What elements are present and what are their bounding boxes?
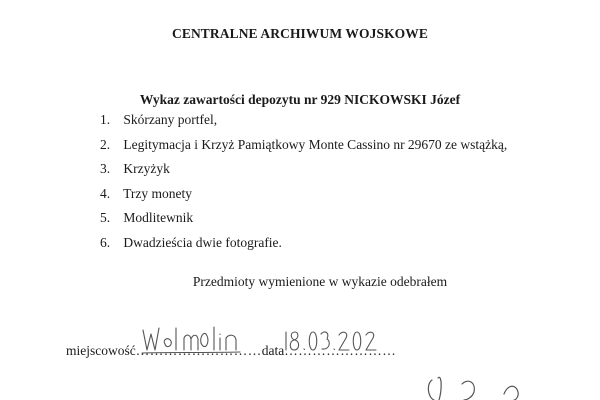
item-number: 5. bbox=[100, 210, 111, 226]
list-item bbox=[100, 133, 507, 158]
item-number: 3. bbox=[100, 161, 111, 177]
list-item bbox=[100, 231, 507, 256]
item-number: 2. bbox=[100, 136, 111, 152]
item-number: 1. bbox=[100, 112, 111, 127]
date-label: data bbox=[261, 343, 285, 358]
place-dots: ……………………… bbox=[135, 343, 262, 358]
item-text: Trzy monety bbox=[123, 185, 193, 201]
date-dots: …………………… bbox=[284, 343, 397, 358]
item-text: Dwadzieścia dwie fotografie. bbox=[123, 234, 282, 250]
list-item bbox=[100, 108, 507, 133]
list-item bbox=[100, 206, 507, 231]
received-statement: Przedmioty wymienione w wykazie odebrałem bbox=[192, 274, 448, 289]
item-number: 6. bbox=[100, 234, 111, 250]
item-text: Legitymacja i Krzyż Pamiątkowy Monte Cassino nr 29670 ze wstążką, bbox=[123, 136, 508, 152]
place-date-line bbox=[66, 343, 396, 359]
item-text: Skórzany portfel, bbox=[123, 112, 218, 127]
item-number: 4. bbox=[100, 185, 111, 201]
item-text: Krzyżyk bbox=[123, 161, 170, 177]
deposit-list-title: Wykaz zawartości depozytu nr 929 NICKOWSKI Józef bbox=[139, 92, 461, 107]
list-item bbox=[100, 182, 507, 207]
place-label: miejscowość bbox=[66, 343, 136, 358]
handwritten-signature bbox=[420, 370, 530, 400]
deposit-items-list bbox=[100, 108, 507, 256]
institution-heading: CENTRALNE ARCHIWUM WOJSKOWE bbox=[172, 26, 428, 41]
list-item bbox=[100, 157, 507, 182]
item-text: Modlitewnik bbox=[123, 210, 194, 226]
